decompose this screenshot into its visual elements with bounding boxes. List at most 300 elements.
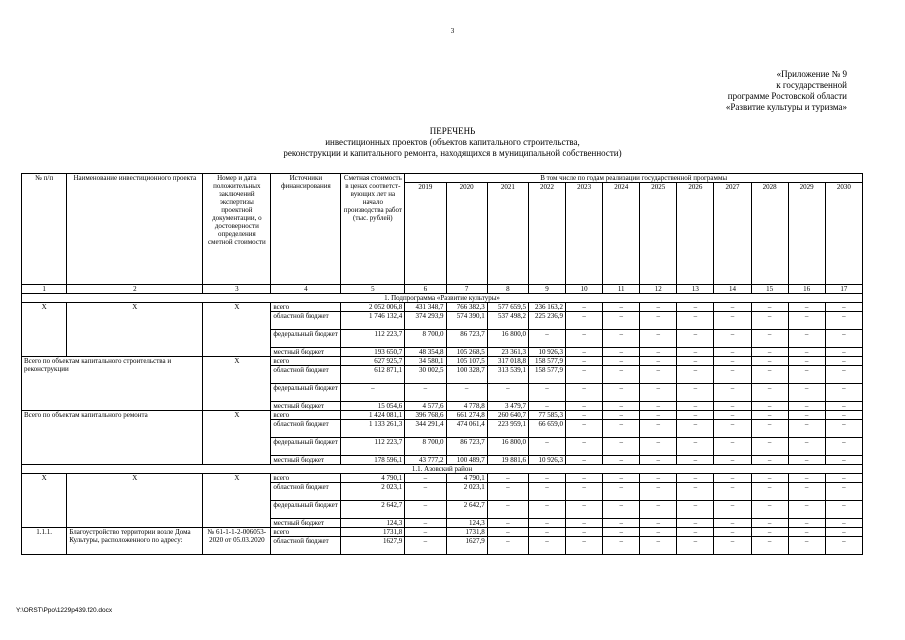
year-amount: 4 790,1 <box>446 474 487 483</box>
funding-source: областной бюджет <box>271 420 341 438</box>
header-year: 2026 <box>677 183 714 285</box>
year-amount: – <box>825 474 862 483</box>
year-amount: – <box>640 303 677 312</box>
year-amount: – <box>640 312 677 330</box>
column-number: 14 <box>714 285 751 294</box>
investment-projects-table <box>21 173 863 555</box>
header-year: 2023 <box>566 183 603 285</box>
year-amount: – <box>603 330 640 348</box>
year-amount: – <box>640 384 677 402</box>
row-number: 1.1.1. <box>22 528 67 555</box>
year-amount: – <box>640 402 677 411</box>
year-amount: – <box>677 474 714 483</box>
header-year: 2030 <box>825 183 862 285</box>
year-amount: 3 479,7 <box>487 402 528 411</box>
year-amount: – <box>714 402 751 411</box>
year-amount: – <box>566 474 603 483</box>
year-amount: – <box>528 528 565 537</box>
year-amount: – <box>714 303 751 312</box>
year-amount: – <box>677 537 714 555</box>
year-amount: 661 274,8 <box>446 411 487 420</box>
year-amount: – <box>714 501 751 519</box>
year-amount: 10 926,3 <box>528 348 565 357</box>
year-amount: – <box>677 348 714 357</box>
year-amount: 158 577,9 <box>528 366 565 384</box>
year-amount: – <box>528 438 565 456</box>
funding-source: федеральный бюджет <box>271 330 341 348</box>
header-year: 2024 <box>603 183 640 285</box>
estimated-cost: 1 746 132,4 <box>341 312 405 330</box>
funding-source: федеральный бюджет <box>271 384 341 402</box>
year-amount: – <box>751 474 788 483</box>
estimated-cost: 1731,8 <box>341 528 405 537</box>
year-amount: – <box>788 384 825 402</box>
year-amount: – <box>751 348 788 357</box>
column-number: 6 <box>405 285 446 294</box>
year-amount: 374 293,9 <box>405 312 446 330</box>
group-label: Всего по объектам капитального ремонта <box>22 411 203 465</box>
year-amount: – <box>528 330 565 348</box>
year-amount: – <box>788 330 825 348</box>
estimated-cost: 1 424 081,1 <box>341 411 405 420</box>
year-amount: – <box>825 303 862 312</box>
year-amount: – <box>603 501 640 519</box>
year-amount: – <box>528 474 565 483</box>
year-amount: – <box>788 528 825 537</box>
year-amount: – <box>751 519 788 528</box>
year-amount: 431 348,7 <box>405 303 446 312</box>
column-number: 3 <box>203 285 271 294</box>
year-amount: – <box>603 456 640 465</box>
year-amount: 396 768,6 <box>405 411 446 420</box>
year-amount: – <box>566 420 603 438</box>
year-amount: – <box>788 312 825 330</box>
column-number: 17 <box>825 285 862 294</box>
column-number: 5 <box>341 285 405 294</box>
year-amount: 34 580,1 <box>405 357 446 366</box>
year-amount: – <box>677 528 714 537</box>
year-amount: – <box>640 348 677 357</box>
document-title <box>0 126 905 159</box>
year-amount: – <box>603 348 640 357</box>
year-amount: – <box>603 366 640 384</box>
year-amount: – <box>714 483 751 501</box>
funding-source: всего <box>271 474 341 483</box>
year-amount: – <box>405 474 446 483</box>
year-amount: – <box>566 384 603 402</box>
year-amount: – <box>788 537 825 555</box>
year-amount: 1627,9 <box>446 537 487 555</box>
header-year: 2019 <box>405 183 446 285</box>
year-amount: – <box>640 420 677 438</box>
header-expertise: Номер и дата положительных заключений экспертизы проектной документации, о достоверности определения сметной стоимости <box>203 174 271 285</box>
year-amount: 16 800,0 <box>487 438 528 456</box>
page-number: 3 <box>450 27 455 35</box>
year-amount: 16 800,0 <box>487 330 528 348</box>
estimated-cost: 124,3 <box>341 519 405 528</box>
year-amount: 10 926,3 <box>528 456 565 465</box>
year-amount: – <box>566 537 603 555</box>
year-amount: 86 723,7 <box>446 438 487 456</box>
year-amount: 537 498,2 <box>487 312 528 330</box>
appendix-line: «Развитие культуры и туризма» <box>725 102 847 112</box>
year-amount: – <box>603 411 640 420</box>
expertise-info: X <box>203 411 271 465</box>
year-amount: – <box>640 330 677 348</box>
year-amount: – <box>640 456 677 465</box>
expertise-info: X <box>203 357 271 411</box>
year-amount: – <box>566 330 603 348</box>
funding-source: всего <box>271 357 341 366</box>
section-title: 1.1. Азовский район <box>22 465 863 474</box>
year-amount: – <box>714 519 751 528</box>
year-amount: – <box>788 366 825 384</box>
year-amount: – <box>405 519 446 528</box>
year-amount: – <box>825 330 862 348</box>
year-amount: – <box>566 528 603 537</box>
year-amount: – <box>751 483 788 501</box>
estimated-cost: 2 052 006,8 <box>341 303 405 312</box>
header-year: 2029 <box>788 183 825 285</box>
funding-source: всего <box>271 411 341 420</box>
year-amount: – <box>640 474 677 483</box>
title-line: инвестиционных проектов (объектов капитального строительства, <box>325 137 580 147</box>
year-amount: 19 881,6 <box>487 456 528 465</box>
year-amount: 4 778,8 <box>446 402 487 411</box>
estimated-cost: 112 223,7 <box>341 330 405 348</box>
year-amount: – <box>751 330 788 348</box>
year-amount: – <box>714 366 751 384</box>
funding-source: всего <box>271 303 341 312</box>
year-amount: – <box>677 366 714 384</box>
estimated-cost: 2 642,7 <box>341 501 405 519</box>
year-amount: – <box>677 330 714 348</box>
year-amount: 4 577,6 <box>405 402 446 411</box>
year-amount: – <box>751 312 788 330</box>
year-amount: – <box>825 537 862 555</box>
funding-source: областной бюджет <box>271 312 341 330</box>
header-year: 2022 <box>528 183 565 285</box>
year-amount: 124,3 <box>446 519 487 528</box>
year-amount: – <box>825 438 862 456</box>
year-amount: – <box>825 411 862 420</box>
estimated-cost: 1627,9 <box>341 537 405 555</box>
year-amount: 105 268,5 <box>446 348 487 357</box>
year-amount: 8 700,0 <box>405 330 446 348</box>
column-number: 13 <box>677 285 714 294</box>
appendix-line: «Приложение № 9 <box>776 69 847 79</box>
year-amount: – <box>751 366 788 384</box>
year-amount: 23 361,3 <box>487 348 528 357</box>
estimated-cost: 1 133 261,3 <box>341 420 405 438</box>
year-amount: 100 489,7 <box>446 456 487 465</box>
year-amount: – <box>487 384 528 402</box>
year-amount: – <box>640 528 677 537</box>
section-row <box>22 465 863 474</box>
year-amount: – <box>677 438 714 456</box>
header-year: 2027 <box>714 183 751 285</box>
year-amount: – <box>566 303 603 312</box>
header-years-group: В том числе по годам реализации государственной программы <box>405 174 863 183</box>
year-amount: – <box>677 303 714 312</box>
year-amount: – <box>640 519 677 528</box>
year-amount: 158 577,9 <box>528 357 565 366</box>
year-amount: 766 382,3 <box>446 303 487 312</box>
estimated-cost: 15 054,6 <box>341 402 405 411</box>
row-number: X <box>22 474 67 528</box>
year-amount: – <box>825 528 862 537</box>
year-amount: – <box>566 456 603 465</box>
year-amount: – <box>405 537 446 555</box>
year-amount: – <box>640 366 677 384</box>
year-amount: – <box>640 438 677 456</box>
year-amount: 2 642,7 <box>446 501 487 519</box>
footer-file-path: Y:\ORST\Ppo\1229p439.f20.docx <box>16 607 113 614</box>
year-amount: 2 023,1 <box>446 483 487 501</box>
header-year: 2028 <box>751 183 788 285</box>
year-amount: – <box>566 411 603 420</box>
year-amount: – <box>677 357 714 366</box>
table-row <box>22 474 863 483</box>
year-amount: – <box>788 411 825 420</box>
funding-source: всего <box>271 528 341 537</box>
year-amount: – <box>405 483 446 501</box>
estimated-cost: 612 871,1 <box>341 366 405 384</box>
year-amount: 43 777,2 <box>405 456 446 465</box>
year-amount: – <box>714 438 751 456</box>
column-number: 11 <box>603 285 640 294</box>
project-name: X <box>67 303 203 357</box>
year-amount: – <box>677 501 714 519</box>
year-amount: 48 354,8 <box>405 348 446 357</box>
year-amount: 344 291,4 <box>405 420 446 438</box>
year-amount: – <box>528 537 565 555</box>
title-line: ПЕРЕЧЕНЬ <box>429 126 476 136</box>
table-row <box>22 357 863 366</box>
year-amount: – <box>487 519 528 528</box>
row-number: X <box>22 303 67 357</box>
section-row <box>22 294 863 303</box>
year-amount: – <box>788 348 825 357</box>
funding-source: местный бюджет <box>271 456 341 465</box>
year-amount: – <box>751 501 788 519</box>
year-amount: – <box>446 384 487 402</box>
funding-source: местный бюджет <box>271 519 341 528</box>
year-amount: 77 585,3 <box>528 411 565 420</box>
appendix-line: программе Ростовской области <box>727 91 847 101</box>
year-amount: – <box>677 483 714 501</box>
year-amount: – <box>487 537 528 555</box>
year-amount: – <box>825 501 862 519</box>
year-amount: – <box>603 357 640 366</box>
year-amount: – <box>714 411 751 420</box>
appendix-line: к государственной <box>776 80 847 90</box>
year-amount: – <box>788 501 825 519</box>
header-sources: Источники финансирования <box>271 174 341 285</box>
year-amount: – <box>640 483 677 501</box>
column-number: 7 <box>446 285 487 294</box>
year-amount: 313 539,1 <box>487 366 528 384</box>
year-amount: – <box>566 438 603 456</box>
year-amount: – <box>405 528 446 537</box>
year-amount: – <box>825 420 862 438</box>
estimated-cost: 193 650,7 <box>341 348 405 357</box>
year-amount: – <box>825 483 862 501</box>
header-cost: Сметная стоимость в ценах соответст-вующих лет на начало производства работ (тыс. рублей) <box>341 174 405 285</box>
year-amount: – <box>714 537 751 555</box>
header-num: № п/п <box>22 174 67 285</box>
year-amount: – <box>603 420 640 438</box>
expertise-info: X <box>203 474 271 528</box>
estimated-cost: 112 223,7 <box>341 438 405 456</box>
year-amount: – <box>528 519 565 528</box>
year-amount: – <box>566 402 603 411</box>
year-amount: 577 659,5 <box>487 303 528 312</box>
year-amount: – <box>825 384 862 402</box>
year-amount: – <box>528 384 565 402</box>
header-row <box>22 174 863 183</box>
year-amount: – <box>751 537 788 555</box>
year-amount: – <box>603 519 640 528</box>
year-amount: – <box>788 474 825 483</box>
year-amount: 574 390,1 <box>446 312 487 330</box>
year-amount: – <box>566 348 603 357</box>
year-amount: – <box>603 537 640 555</box>
year-amount: – <box>677 411 714 420</box>
year-amount: 317 018,8 <box>487 357 528 366</box>
year-amount: – <box>640 501 677 519</box>
year-amount: – <box>751 303 788 312</box>
year-amount: 66 659,0 <box>528 420 565 438</box>
year-amount: 474 061,4 <box>446 420 487 438</box>
year-amount: – <box>603 528 640 537</box>
column-number: 12 <box>640 285 677 294</box>
funding-source: федеральный бюджет <box>271 501 341 519</box>
estimated-cost: 178 596,1 <box>341 456 405 465</box>
year-amount: – <box>825 402 862 411</box>
year-amount: 100 328,7 <box>446 366 487 384</box>
year-amount: – <box>566 366 603 384</box>
year-amount: – <box>751 411 788 420</box>
year-amount: – <box>603 438 640 456</box>
year-amount: 105 107,5 <box>446 357 487 366</box>
year-amount: 223 959,1 <box>487 420 528 438</box>
funding-source: местный бюджет <box>271 348 341 357</box>
year-amount: – <box>677 456 714 465</box>
column-number: 15 <box>751 285 788 294</box>
section-title: 1. Подпрограмма «Развитие культуры» <box>22 294 863 303</box>
year-amount: – <box>825 312 862 330</box>
estimated-cost: 4 790,1 <box>341 474 405 483</box>
year-amount: – <box>825 519 862 528</box>
column-number: 2 <box>67 285 203 294</box>
year-amount: – <box>788 519 825 528</box>
year-amount: – <box>714 456 751 465</box>
header-year: 2020 <box>446 183 487 285</box>
year-amount: – <box>788 483 825 501</box>
year-amount: – <box>714 312 751 330</box>
year-amount: – <box>566 501 603 519</box>
year-amount: – <box>788 357 825 366</box>
funding-source: областной бюджет <box>271 483 341 501</box>
year-amount: – <box>714 420 751 438</box>
year-amount: – <box>751 528 788 537</box>
year-amount: – <box>788 456 825 465</box>
year-amount: 1731,8 <box>446 528 487 537</box>
year-amount: – <box>487 528 528 537</box>
year-amount: – <box>714 528 751 537</box>
estimated-cost: – <box>341 384 405 402</box>
year-amount: – <box>528 402 565 411</box>
year-amount: – <box>487 501 528 519</box>
column-number: 8 <box>487 285 528 294</box>
year-amount: – <box>788 303 825 312</box>
year-amount: – <box>825 357 862 366</box>
year-amount: – <box>405 501 446 519</box>
year-amount: 225 236,9 <box>528 312 565 330</box>
year-amount: – <box>788 438 825 456</box>
column-number: 4 <box>271 285 341 294</box>
year-amount: – <box>566 519 603 528</box>
estimated-cost: 627 925,7 <box>341 357 405 366</box>
year-amount: – <box>677 402 714 411</box>
year-amount: – <box>640 357 677 366</box>
year-amount: – <box>751 420 788 438</box>
expertise-info: X <box>203 303 271 357</box>
table-row <box>22 411 863 420</box>
year-amount: – <box>487 474 528 483</box>
funding-source: федеральный бюджет <box>271 438 341 456</box>
year-amount: – <box>825 456 862 465</box>
year-amount: – <box>751 402 788 411</box>
year-amount: – <box>714 357 751 366</box>
year-amount: – <box>640 411 677 420</box>
year-amount: – <box>603 483 640 501</box>
year-amount: – <box>640 537 677 555</box>
header-name: Наименование инвестиционного проекта <box>67 174 203 285</box>
year-amount: – <box>603 384 640 402</box>
year-amount: – <box>714 384 751 402</box>
year-amount: – <box>677 519 714 528</box>
column-number: 10 <box>566 285 603 294</box>
project-name: Благоустройство территории возле Дома Культуры, расположенного по адресу: <box>67 528 203 555</box>
title-line: реконструкции и капитального ремонта, находящихся в муниципальной собственности) <box>283 148 622 158</box>
year-amount: – <box>405 384 446 402</box>
year-amount: – <box>528 501 565 519</box>
year-amount: – <box>825 366 862 384</box>
project-name: X <box>67 474 203 528</box>
year-amount: – <box>788 402 825 411</box>
year-amount: – <box>603 303 640 312</box>
group-label: Всего по объектам капитального строительства и реконструкции <box>22 357 203 411</box>
funding-source: областной бюджет <box>271 366 341 384</box>
year-amount: – <box>825 348 862 357</box>
year-amount: – <box>751 438 788 456</box>
year-amount: 30 002,5 <box>405 366 446 384</box>
header-year: 2025 <box>640 183 677 285</box>
appendix-block <box>726 69 847 113</box>
year-amount: – <box>566 312 603 330</box>
table-row <box>22 528 863 537</box>
year-amount: – <box>751 384 788 402</box>
expertise-info: № 61-1-1-2-006053-2020 от 05.03.2020 <box>203 528 271 555</box>
year-amount: – <box>487 483 528 501</box>
year-amount: – <box>677 384 714 402</box>
year-amount: 8 700,0 <box>405 438 446 456</box>
year-amount: – <box>677 312 714 330</box>
column-number: 16 <box>788 285 825 294</box>
funding-source: местный бюджет <box>271 402 341 411</box>
